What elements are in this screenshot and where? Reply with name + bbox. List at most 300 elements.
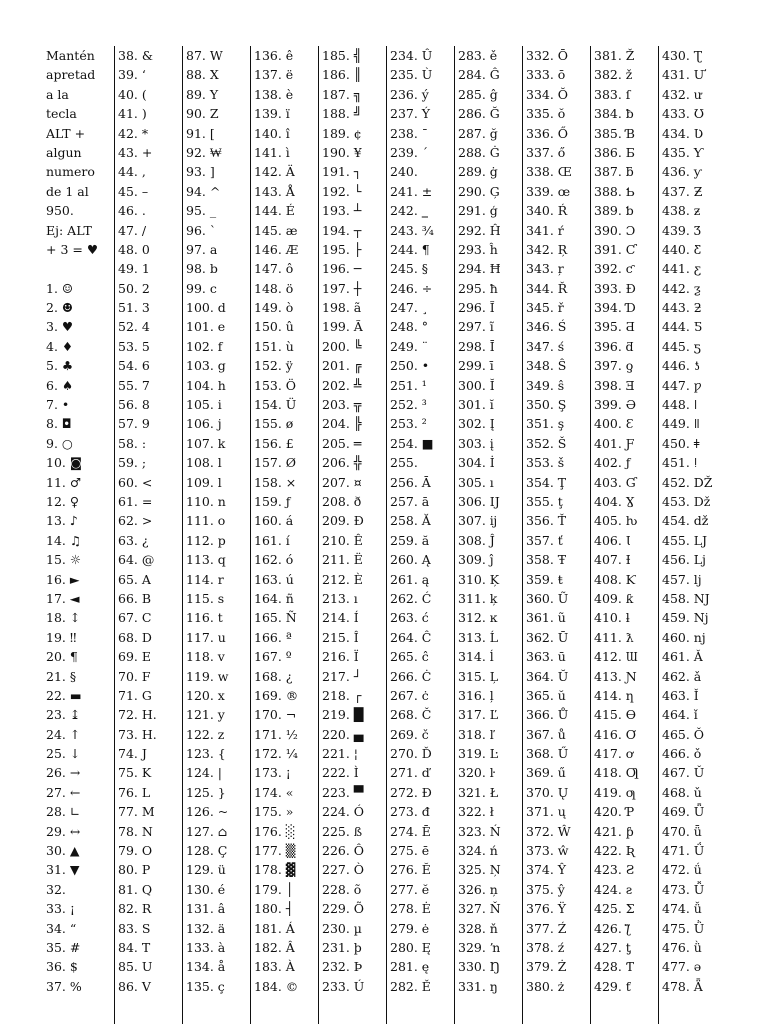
code-entry: 349. ŝ — [526, 377, 565, 393]
code-entry: 366. Ů — [526, 707, 569, 723]
code-entry: 335. ŏ — [526, 106, 566, 122]
code-entry: 212. È — [322, 571, 363, 587]
code-entry: 163. ú — [254, 571, 294, 587]
intro-line: numero — [46, 164, 95, 180]
code-entry: 408. Ƙ — [594, 571, 636, 587]
code-entry: 477. ǝ — [662, 959, 702, 975]
code-entry: 403. Ɠ — [594, 474, 636, 490]
code-entry: 136. ê — [254, 48, 294, 63]
code-entry: 442. ƺ — [662, 280, 701, 296]
code-entry: 463. Ǐ — [662, 687, 699, 703]
code-entry: 356. Ť — [526, 513, 567, 529]
intro-line: ALT + — [46, 125, 86, 141]
code-entry: 448. ǀ — [662, 397, 698, 413]
code-entry: 28. ∟ — [46, 804, 81, 820]
code-entry: 207. ¤ — [322, 474, 362, 490]
code-entry: 6. ♠ — [46, 377, 74, 393]
code-entry: 298. Ī — [458, 338, 495, 354]
code-entry: 255. — [390, 455, 418, 471]
code-entry: 246. ÷ — [390, 280, 433, 296]
code-entry: 45. – — [118, 183, 149, 199]
code-entry: 249. ¨ — [390, 338, 429, 354]
code-entry: 149. ò — [254, 300, 294, 316]
code-entry: 231. þ — [322, 939, 362, 955]
code-entry: 415. Ɵ — [594, 707, 637, 723]
code-entry: 331. ŋ — [458, 978, 498, 994]
code-entry: 321. Ł — [458, 784, 499, 800]
code-entry: 151. ù — [254, 338, 294, 354]
code-entry: 70. F — [118, 668, 151, 684]
code-entry: 407. Ɨ — [594, 552, 631, 568]
code-entry: 99. c — [186, 280, 217, 296]
code-entry: 188. ╝ — [322, 106, 362, 122]
code-entry: 173. ¡ — [254, 765, 291, 781]
code-entry: 66. B — [118, 590, 152, 606]
code-entry: 429. ƭ — [594, 978, 631, 994]
code-entry: 165. Ñ — [254, 610, 297, 626]
code-entry: 232. Þ — [322, 959, 363, 975]
code-entry: 355. ţ — [526, 493, 563, 509]
code-entry: 229. Õ — [322, 901, 365, 917]
code-entry: 328. ň — [458, 920, 498, 936]
code-entry: 365. ŭ — [526, 687, 566, 703]
code-entry: 205. ═ — [322, 435, 362, 451]
code-entry: 369. ű — [526, 765, 566, 781]
code-entry: 400. Ɛ — [594, 416, 634, 432]
code-entry: 359. ŧ — [526, 571, 563, 587]
code-entry: 83. S — [118, 920, 151, 936]
code-entry: 383. ſ — [594, 86, 631, 102]
code-entry: 30. ▲ — [46, 843, 80, 859]
code-entry: 210. Ê — [322, 532, 363, 548]
code-entry: 132. ä — [186, 920, 226, 936]
intro-line: apretad — [46, 67, 96, 83]
code-entry: 368. Ű — [526, 746, 569, 762]
code-entry: 420. Ƥ — [594, 804, 635, 820]
code-entry: 244. ¶ — [390, 241, 430, 257]
code-entry: 217. ┘ — [322, 668, 362, 684]
code-entry: 150. û — [254, 319, 294, 335]
code-entry: 445. ƽ — [662, 338, 701, 354]
code-entry: 283. ě — [458, 48, 498, 63]
code-entry: 213. ı — [322, 590, 358, 606]
code-entry: 393. Ɖ — [594, 280, 636, 296]
code-entry: 233. Ú — [322, 978, 365, 994]
code-entry: 243. ¾ — [390, 222, 434, 238]
code-entry: 186. ║ — [322, 67, 362, 83]
code-entry: 409. ƙ — [594, 590, 634, 606]
code-entry: 454. ǆ — [662, 513, 709, 529]
code-entry: 275. ē — [390, 843, 430, 859]
code-entry: 258. Ă — [390, 513, 431, 529]
code-entry: 88. X — [186, 67, 219, 83]
code-entry: 208. ð — [322, 493, 362, 509]
code-entry: 373. ŵ — [526, 843, 569, 859]
code-entry: 444. Ƽ — [662, 319, 703, 335]
code-entry: 350. Ş — [526, 397, 567, 413]
code-entry: 164. ñ — [254, 590, 294, 606]
code-entry: 421. ƥ — [594, 823, 634, 839]
code-entry: 447. ƿ — [662, 377, 702, 393]
code-entry: 166. ª — [254, 629, 292, 645]
code-entry: 216. Ï — [322, 649, 359, 665]
code-entry: 306. Ĳ — [458, 493, 500, 509]
code-entry: 74. J — [118, 746, 147, 762]
code-entry: 85. U — [118, 959, 153, 975]
code-entry: 301. ĭ — [458, 397, 494, 413]
code-entry: 158. × — [254, 474, 297, 490]
table-column-intro — [46, 46, 114, 1024]
code-entry: 82. R — [118, 901, 152, 917]
code-entry: 141. ì — [254, 144, 290, 160]
code-entry: 310. Ķ — [458, 571, 500, 587]
code-entry: 139. ï — [254, 106, 290, 122]
code-entry: 79. O — [118, 843, 153, 859]
code-entry: 14. ♫ — [46, 532, 82, 548]
code-entry: 290. Ģ — [458, 183, 500, 199]
code-entry: 209. Ð — [322, 513, 364, 529]
code-entry: 465. Ǒ — [662, 726, 705, 742]
code-entry: 180. ┤ — [254, 901, 294, 917]
code-entry: 184. © — [254, 978, 299, 994]
code-entry: 336. Ő — [526, 125, 569, 141]
code-entry: 87. W — [186, 48, 223, 63]
code-entry: 469. Ǖ — [662, 804, 705, 820]
code-list — [46, 279, 114, 996]
code-entry: 159. ƒ — [254, 493, 291, 509]
code-entry: 9. ○ — [46, 435, 73, 451]
code-entry: 397. ƍ — [594, 358, 634, 374]
code-entry: 464. ǐ — [662, 707, 698, 723]
code-entry: 459. ǋ — [662, 610, 709, 626]
code-entry: 125. } — [186, 784, 226, 800]
code-entry: 157. Ø — [254, 455, 297, 471]
code-entry: 293. ĥ — [458, 241, 498, 257]
code-entry: 126. ~ — [186, 804, 229, 820]
code-entry: 385. Ɓ — [594, 125, 635, 141]
code-entry: 351. ş — [526, 416, 565, 432]
code-entry: 279. ė — [390, 920, 430, 936]
code-entry: 391. Ƈ — [594, 241, 636, 257]
code-entry: 203. ╦ — [322, 397, 362, 413]
code-entry: 433. Ʊ — [662, 106, 705, 122]
code-entry: 325. Ņ — [458, 862, 501, 878]
code-entry: 478. Ǟ — [662, 978, 703, 994]
code-entry: 47. / — [118, 222, 147, 238]
code-entry: 250. • — [390, 358, 430, 374]
code-entry: 215. Î — [322, 629, 359, 645]
code-entry: 260. Ą — [390, 552, 431, 568]
code-entry: 261. ą — [390, 571, 430, 587]
code-entry: 219. █ — [322, 707, 364, 723]
code-entry: 353. š — [526, 455, 565, 471]
intro-line — [46, 259, 114, 278]
code-entry: 387. ƃ — [594, 164, 634, 180]
code-entry: 419. ƣ — [594, 784, 636, 800]
code-entry: 162. ó — [254, 552, 294, 568]
code-entry: 84. T — [118, 939, 151, 955]
code-entry: 252. ³ — [390, 397, 427, 413]
code-entry: 281. ę — [390, 959, 430, 975]
code-entry: 476. ǜ — [662, 939, 702, 955]
code-entry: 339. œ — [526, 183, 571, 199]
code-entry: 32. — [46, 881, 66, 897]
code-entry: 17. ◄ — [46, 590, 80, 606]
code-entry: 48. 0 — [118, 241, 150, 257]
code-entry: 181. Á — [254, 920, 295, 936]
code-entry: 193. ┴ — [322, 203, 362, 219]
code-entry: 102. f — [186, 338, 223, 354]
code-entry: 354. Ţ — [526, 474, 567, 490]
code-entry: 364. Ŭ — [526, 668, 569, 684]
code-entry: 204. ╠ — [322, 416, 362, 432]
code-entry: 224. Ó — [322, 804, 365, 820]
code-entry: 106. j — [186, 416, 222, 432]
code-entry: 384. ƀ — [594, 106, 634, 122]
code-entry: 195. ├ — [322, 241, 362, 257]
code-entry: 432. ư — [662, 86, 702, 102]
code-entry: 54. 6 — [118, 358, 150, 374]
code-entry: 347. ś — [526, 338, 565, 354]
code-entry: 143. Å — [254, 183, 295, 199]
code-entry: 220. ▄ — [322, 726, 364, 742]
code-entry: 423. Ƨ — [594, 862, 635, 878]
code-entry: 107. k — [186, 435, 226, 451]
code-entry: 202. ╩ — [322, 377, 362, 393]
code-entry: 248. ° — [390, 319, 429, 335]
code-entry: 111. o — [186, 513, 226, 529]
code-entry: 324. ń — [458, 843, 498, 859]
code-entry: 179. │ — [254, 881, 294, 897]
code-entry: 191. ┐ — [322, 164, 362, 180]
code-entry: 3. ♥ — [46, 319, 74, 335]
code-entry: 392. ƈ — [594, 261, 633, 277]
code-entry: 36. $ — [46, 959, 78, 975]
code-entry: 475. Ǜ — [662, 920, 705, 936]
code-entry: 278. Ė — [390, 901, 431, 917]
code-entry: 276. Ĕ — [390, 862, 431, 878]
code-entry: 302. Į — [458, 416, 495, 432]
code-entry: 192. └ — [322, 183, 362, 199]
table-column — [658, 46, 726, 1024]
code-entry: 34. “ — [46, 920, 77, 936]
code-entry: 135. ç — [186, 978, 225, 994]
code-entry: 170. ¬ — [254, 707, 297, 723]
code-entry: 31. ▼ — [46, 862, 80, 878]
code-entry: 146. Æ — [254, 241, 299, 257]
code-entry: 113. q — [186, 552, 226, 568]
code-entry: 358. Ŧ — [526, 552, 567, 568]
code-entry: 280. Ę — [390, 939, 431, 955]
code-entry: 76. L — [118, 784, 151, 800]
code-entry: 412. Ɯ — [594, 649, 638, 665]
table-column — [250, 46, 318, 1024]
code-entry: 122. z — [186, 726, 225, 742]
code-entry: 449. ǁ — [662, 416, 700, 432]
code-entry: 297. ĩ — [458, 319, 494, 335]
code-entry: 326. ņ — [458, 881, 498, 897]
code-entry: 108. l — [186, 455, 222, 471]
code-entry: 73. H. — [118, 726, 157, 742]
code-entry: 169. ® — [254, 687, 299, 703]
code-entry: 428. Ƭ — [594, 959, 635, 975]
code-entry: 185. ╣ — [322, 48, 362, 63]
code-entry: 377. Ź — [526, 920, 567, 936]
code-entry: 237. Ý — [390, 106, 431, 122]
code-entry: 471. Ǘ — [662, 843, 705, 859]
code-entry: 13. ♪ — [46, 513, 78, 529]
code-entry: 22. ▬ — [46, 687, 82, 703]
code-entry: 311. ķ — [458, 590, 498, 606]
code-entry: 187. ╗ — [322, 86, 362, 102]
code-entry: 196. ─ — [322, 261, 362, 277]
code-entry: 59. ; — [118, 455, 147, 471]
code-entry: 380. ż — [526, 978, 565, 994]
code-entry: 414. ƞ — [594, 687, 634, 703]
code-entry: 131. â — [186, 901, 226, 917]
code-entry: 72. H. — [118, 707, 157, 723]
code-entry: 361. ũ — [526, 610, 566, 626]
code-entry: 26. → — [46, 765, 81, 781]
code-entry: 12. ♀ — [46, 493, 79, 509]
code-entry: 340. Ŕ — [526, 203, 568, 219]
code-entry: 427. ƫ — [594, 939, 631, 955]
code-entry: 228. õ — [322, 881, 362, 897]
code-entry: 75. K — [118, 765, 152, 781]
code-entry: 401. Ƒ — [594, 435, 635, 451]
code-entry: 257. ā — [390, 493, 430, 509]
code-entry: 319. Ŀ — [458, 746, 499, 762]
code-entry: 374. Ŷ — [526, 862, 567, 878]
code-entry: 52. 4 — [118, 319, 150, 335]
code-entry: 97. a — [186, 241, 218, 257]
code-entry: 86. V — [118, 978, 151, 994]
code-entry: 234. Û — [390, 48, 433, 63]
code-entry: 376. Ÿ — [526, 901, 567, 917]
code-entry: 239. ´ — [390, 144, 429, 160]
code-entry: 438. ƶ — [662, 203, 701, 219]
code-entry: 386. Ƃ — [594, 144, 635, 160]
code-entry: 114. r — [186, 571, 224, 587]
code-entry: 199. Ã — [322, 319, 363, 335]
code-entry: 456. ǈ — [662, 552, 706, 568]
code-entry: 313. Ĺ — [458, 629, 499, 645]
code-entry: 41. ) — [118, 106, 147, 122]
code-entry: 100. d — [186, 300, 226, 316]
table-column — [386, 46, 454, 1024]
code-entry: 93. ] — [186, 164, 215, 180]
code-entry: 160. á — [254, 513, 294, 529]
code-entry: 439. Ʒ — [662, 222, 701, 238]
code-entry: 178. ▓ — [254, 862, 296, 878]
code-entry: 375. ŷ — [526, 881, 565, 897]
code-entry: 69. E — [118, 649, 151, 665]
code-entry: 7. • — [46, 397, 70, 413]
code-entry: 395. Ƌ — [594, 319, 635, 335]
code-entry: 367. ů — [526, 726, 566, 742]
code-entry: 381. Ž — [594, 48, 635, 63]
intro-line: Ej: ALT — [46, 222, 92, 238]
code-entry: 332. Ō — [526, 48, 569, 63]
code-entry: 334. Ŏ — [526, 86, 569, 102]
code-entry: 363. ū — [526, 649, 566, 665]
code-entry: 266. Ċ — [390, 668, 432, 684]
code-entry: 189. ¢ — [322, 125, 362, 141]
code-entry: 68. D — [118, 629, 152, 645]
code-entry: 402. ƒ — [594, 455, 631, 471]
code-entry: 2. ☻ — [46, 300, 74, 316]
code-entry: 11. ♂ — [46, 474, 82, 490]
code-entry: 124. | — [186, 765, 223, 781]
code-entry: 168. ¿ — [254, 668, 293, 684]
code-entry: 316. ļ — [458, 687, 494, 703]
code-entry: 345. ř — [526, 300, 564, 316]
code-entry: 360. Ũ — [526, 590, 569, 606]
code-entry: 308. Ĵ — [458, 532, 495, 548]
code-entry: 4. ♦ — [46, 338, 74, 354]
code-entry: 62. > — [118, 513, 153, 529]
table-column — [114, 46, 182, 1024]
code-entry: 154. Ü — [254, 397, 297, 413]
code-entry: 138. è — [254, 86, 294, 102]
code-entry: 378. ź — [526, 939, 565, 955]
intro-line: a la — [46, 86, 69, 102]
code-entry: 19. ‼ — [46, 629, 77, 645]
code-entry: 446. ƾ — [662, 358, 701, 374]
code-entry: 171. ½ — [254, 726, 298, 742]
code-entry: 112. p — [186, 532, 226, 548]
code-entry: 110. n — [186, 493, 226, 509]
code-entry: 473. Ǚ — [662, 881, 705, 897]
code-entry: 435. Ƴ — [662, 144, 704, 160]
code-entry: 177. ▒ — [254, 843, 296, 859]
code-entry: 451. ǃ — [662, 455, 698, 471]
code-entry: 221. ¦ — [322, 746, 359, 762]
code-entry: 274. Ē — [390, 823, 431, 839]
code-entry: 352. Š — [526, 435, 567, 451]
code-entry: 379. Ż — [526, 959, 567, 975]
code-entry: 434. Ʋ — [662, 125, 704, 141]
code-entry: 64. @ — [118, 552, 155, 568]
code-entry: 89. Y — [186, 86, 219, 102]
code-entry: 42. * — [118, 125, 149, 141]
code-entry: 175. » — [254, 804, 294, 820]
code-entry: 267. ċ — [390, 687, 429, 703]
code-entry: 268. Č — [390, 707, 432, 723]
code-entry: 23. ↨ — [46, 707, 81, 723]
code-entry: 269. č — [390, 726, 429, 742]
code-entry: 466. ǒ — [662, 746, 702, 762]
code-entry: 413. Ɲ — [594, 668, 637, 684]
code-entry: 292. Ĥ — [458, 222, 501, 238]
code-entry: 426. ƪ — [594, 920, 630, 936]
code-entry: 235. Ù — [390, 67, 433, 83]
code-entry: 115. s — [186, 590, 225, 606]
code-entry: 294. Ħ — [458, 261, 501, 277]
code-entry: 50. 2 — [118, 280, 150, 296]
code-entry: 90. Z — [186, 106, 219, 122]
code-entry: 357. ť — [526, 532, 563, 548]
code-entry: 49. 1 — [118, 261, 150, 277]
code-entry: 303. į — [458, 435, 494, 451]
code-entry: 198. ã — [322, 300, 362, 316]
code-entry: 287. ğ — [458, 125, 498, 141]
code-entry: 394. Ɗ — [594, 300, 636, 316]
code-entry: 240. — [390, 164, 422, 180]
code-entry: 344. Ř — [526, 280, 568, 296]
code-entry: 406. Ɩ — [594, 532, 631, 548]
code-entry: 43. + — [118, 144, 153, 160]
